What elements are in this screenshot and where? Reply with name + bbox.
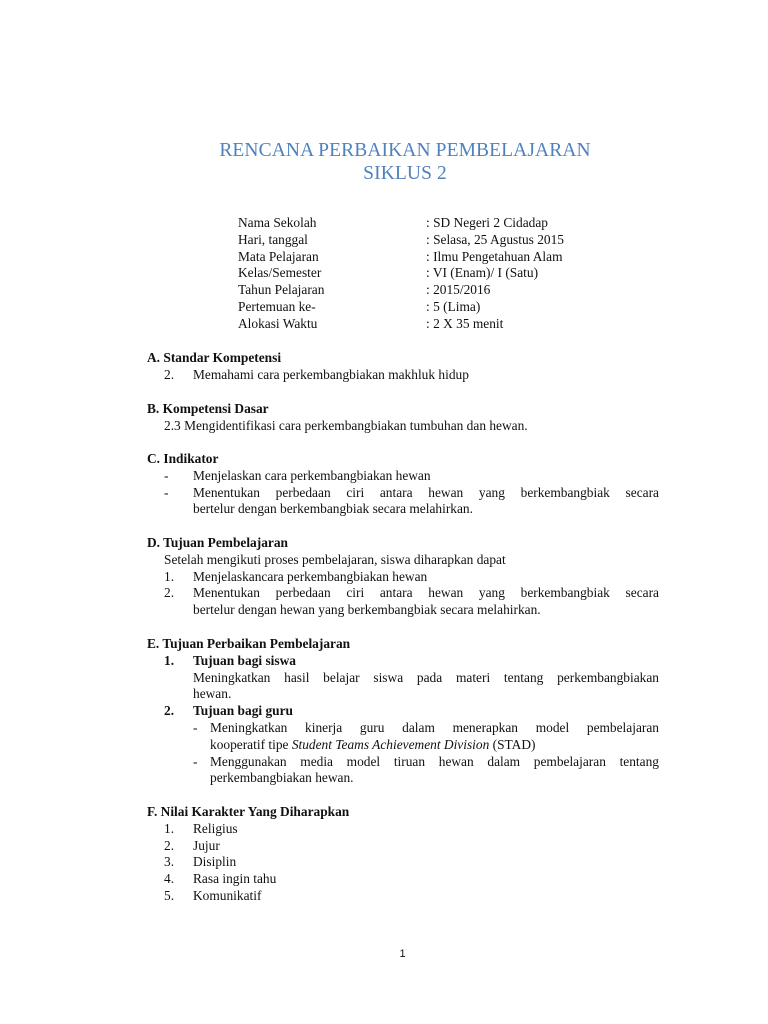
section-tujuan-pembelajaran: [147, 535, 659, 619]
info-value: : VI (Enam)/ I (Satu): [426, 265, 539, 281]
section-tujuan-perbaikan: [147, 636, 659, 787]
list-number: 2.: [164, 366, 175, 382]
identity-table: [238, 215, 564, 333]
section-heading: E. Tujuan Perbaikan Pembelajaran: [147, 636, 351, 651]
info-row: [238, 215, 564, 232]
info-value: : 5 (Lima): [426, 298, 481, 314]
emphasis-text: Student Teams Achievement Division: [291, 736, 490, 752]
list-text: Menjelaskancara perkembangbiakan hewan: [193, 568, 428, 584]
list-item: [147, 569, 659, 586]
info-label: Nama Sekolah: [238, 215, 317, 230]
list-item: [147, 888, 659, 905]
list-item: [147, 838, 659, 855]
list-text: Meningkatkan kinerja guru dalam menerapkan model pembelajaran: [210, 719, 659, 735]
subsection-heading: [147, 653, 659, 670]
info-value: : Selasa, 25 Agustus 2015: [426, 231, 564, 247]
info-label: Hari, tanggal: [238, 231, 308, 247]
section-heading: F. Nilai Karakter Yang Diharapkan: [147, 804, 350, 819]
text-span: (STAD): [489, 736, 536, 752]
paragraph-line: Meningkatkan hasil belajar siswa pada materi tentang perkembangbiakan: [193, 669, 659, 685]
list-text: Menggunakan media model tiruan hewan dalam pembelajaran tentang: [210, 753, 659, 769]
list-number: 2.: [164, 703, 175, 719]
section-indikator: [147, 451, 659, 518]
info-row: [238, 299, 564, 316]
info-value: : SD Negeri 2 Cidadap: [426, 215, 548, 230]
info-row: [238, 232, 564, 249]
list-text-continuation: bertelur dengan berkembangbiak secara melahirkan.: [193, 501, 473, 517]
section-kompetensi-dasar: [147, 401, 659, 435]
list-bullet: -: [164, 484, 169, 500]
document-subtitle: SIKLUS 2: [363, 163, 447, 184]
list-bullet: -: [193, 753, 198, 769]
list-number: 3.: [164, 854, 175, 870]
list-item: [147, 585, 659, 602]
info-row: [238, 316, 564, 333]
subsection-title: Tujuan bagi guru: [193, 703, 293, 719]
list-text-continuation: bertelur dengan hewan yang berkembangbiak secara melahirkan.: [193, 602, 541, 618]
list-text: Jujur: [193, 837, 220, 853]
text-span: kooperatif tipe: [210, 736, 292, 752]
list-bullet: -: [193, 719, 198, 735]
paragraph-line: hewan.: [193, 686, 232, 702]
list-text: 2.3 Mengidentifikasi cara perkembangbiakan tumbuhan dan hewan.: [164, 417, 528, 433]
list-text-continuation: perkembangbiakan hewan.: [210, 770, 354, 786]
list-bullet: -: [164, 467, 169, 483]
info-label: Mata Pelajaran: [238, 248, 319, 264]
document-title: RENCANA PERBAIKAN PEMBELAJARAN: [219, 140, 591, 161]
list-number: 4.: [164, 871, 175, 887]
list-item: [147, 821, 659, 838]
list-number: 5.: [164, 887, 175, 903]
list-text: Religius: [193, 820, 238, 836]
list-text: Memahami cara perkembangbiakan makhluk hidup: [193, 366, 469, 382]
info-value: : Ilmu Pengetahuan Alam: [426, 248, 563, 264]
section-heading: A. Standar Kompetensi: [147, 350, 282, 365]
list-item: [147, 367, 659, 384]
info-label: Pertemuan ke-: [238, 298, 316, 314]
section-heading: B. Kompetensi Dasar: [147, 401, 269, 416]
info-value: : 2 X 35 menit: [426, 315, 504, 331]
info-label: Kelas/Semester: [238, 265, 322, 281]
info-value: : 2015/2016: [426, 282, 491, 298]
info-row: [238, 249, 564, 266]
subsection-title: Tujuan bagi siswa: [193, 652, 296, 668]
list-number: 1.: [164, 652, 175, 668]
list-text-continuation: [147, 737, 659, 754]
info-label: Tahun Pelajaran: [238, 282, 325, 298]
section-standar-kompetensi: [147, 350, 659, 384]
section-nilai-karakter: [147, 804, 659, 905]
info-row: [238, 282, 564, 299]
list-number: 2.: [164, 837, 175, 853]
list-text: Menentukan perbedaan ciri antara hewan yang berkembangbiak secara: [193, 585, 659, 601]
section-heading: D. Tujuan Pembelajaran: [147, 535, 288, 550]
page-number: 1: [399, 948, 406, 960]
list-item: [147, 854, 659, 871]
subsection-heading: [147, 703, 659, 720]
list-item: [147, 754, 659, 771]
info-row: [238, 265, 564, 282]
section-intro: Setelah mengikuti proses pembelajaran, siswa diharapkan dapat: [164, 551, 506, 567]
list-item: [147, 485, 659, 502]
section-heading: C. Indikator: [147, 451, 219, 466]
list-number: 1.: [164, 820, 175, 836]
list-text: Menentukan perbedaan ciri antara hewan yang berkembangbiak secara: [193, 484, 659, 500]
list-text: Rasa ingin tahu: [193, 871, 277, 887]
list-text: Disiplin: [193, 854, 237, 870]
list-number: 2.: [164, 585, 175, 601]
list-number: 1.: [164, 568, 175, 584]
list-item: [147, 720, 659, 737]
info-label: Alokasi Waktu: [238, 315, 318, 331]
list-item: [147, 871, 659, 888]
list-text: Menjelaskan cara perkembangbiakan hewan: [193, 467, 431, 483]
list-item: [147, 468, 659, 485]
list-text: Komunikatif: [193, 887, 262, 903]
